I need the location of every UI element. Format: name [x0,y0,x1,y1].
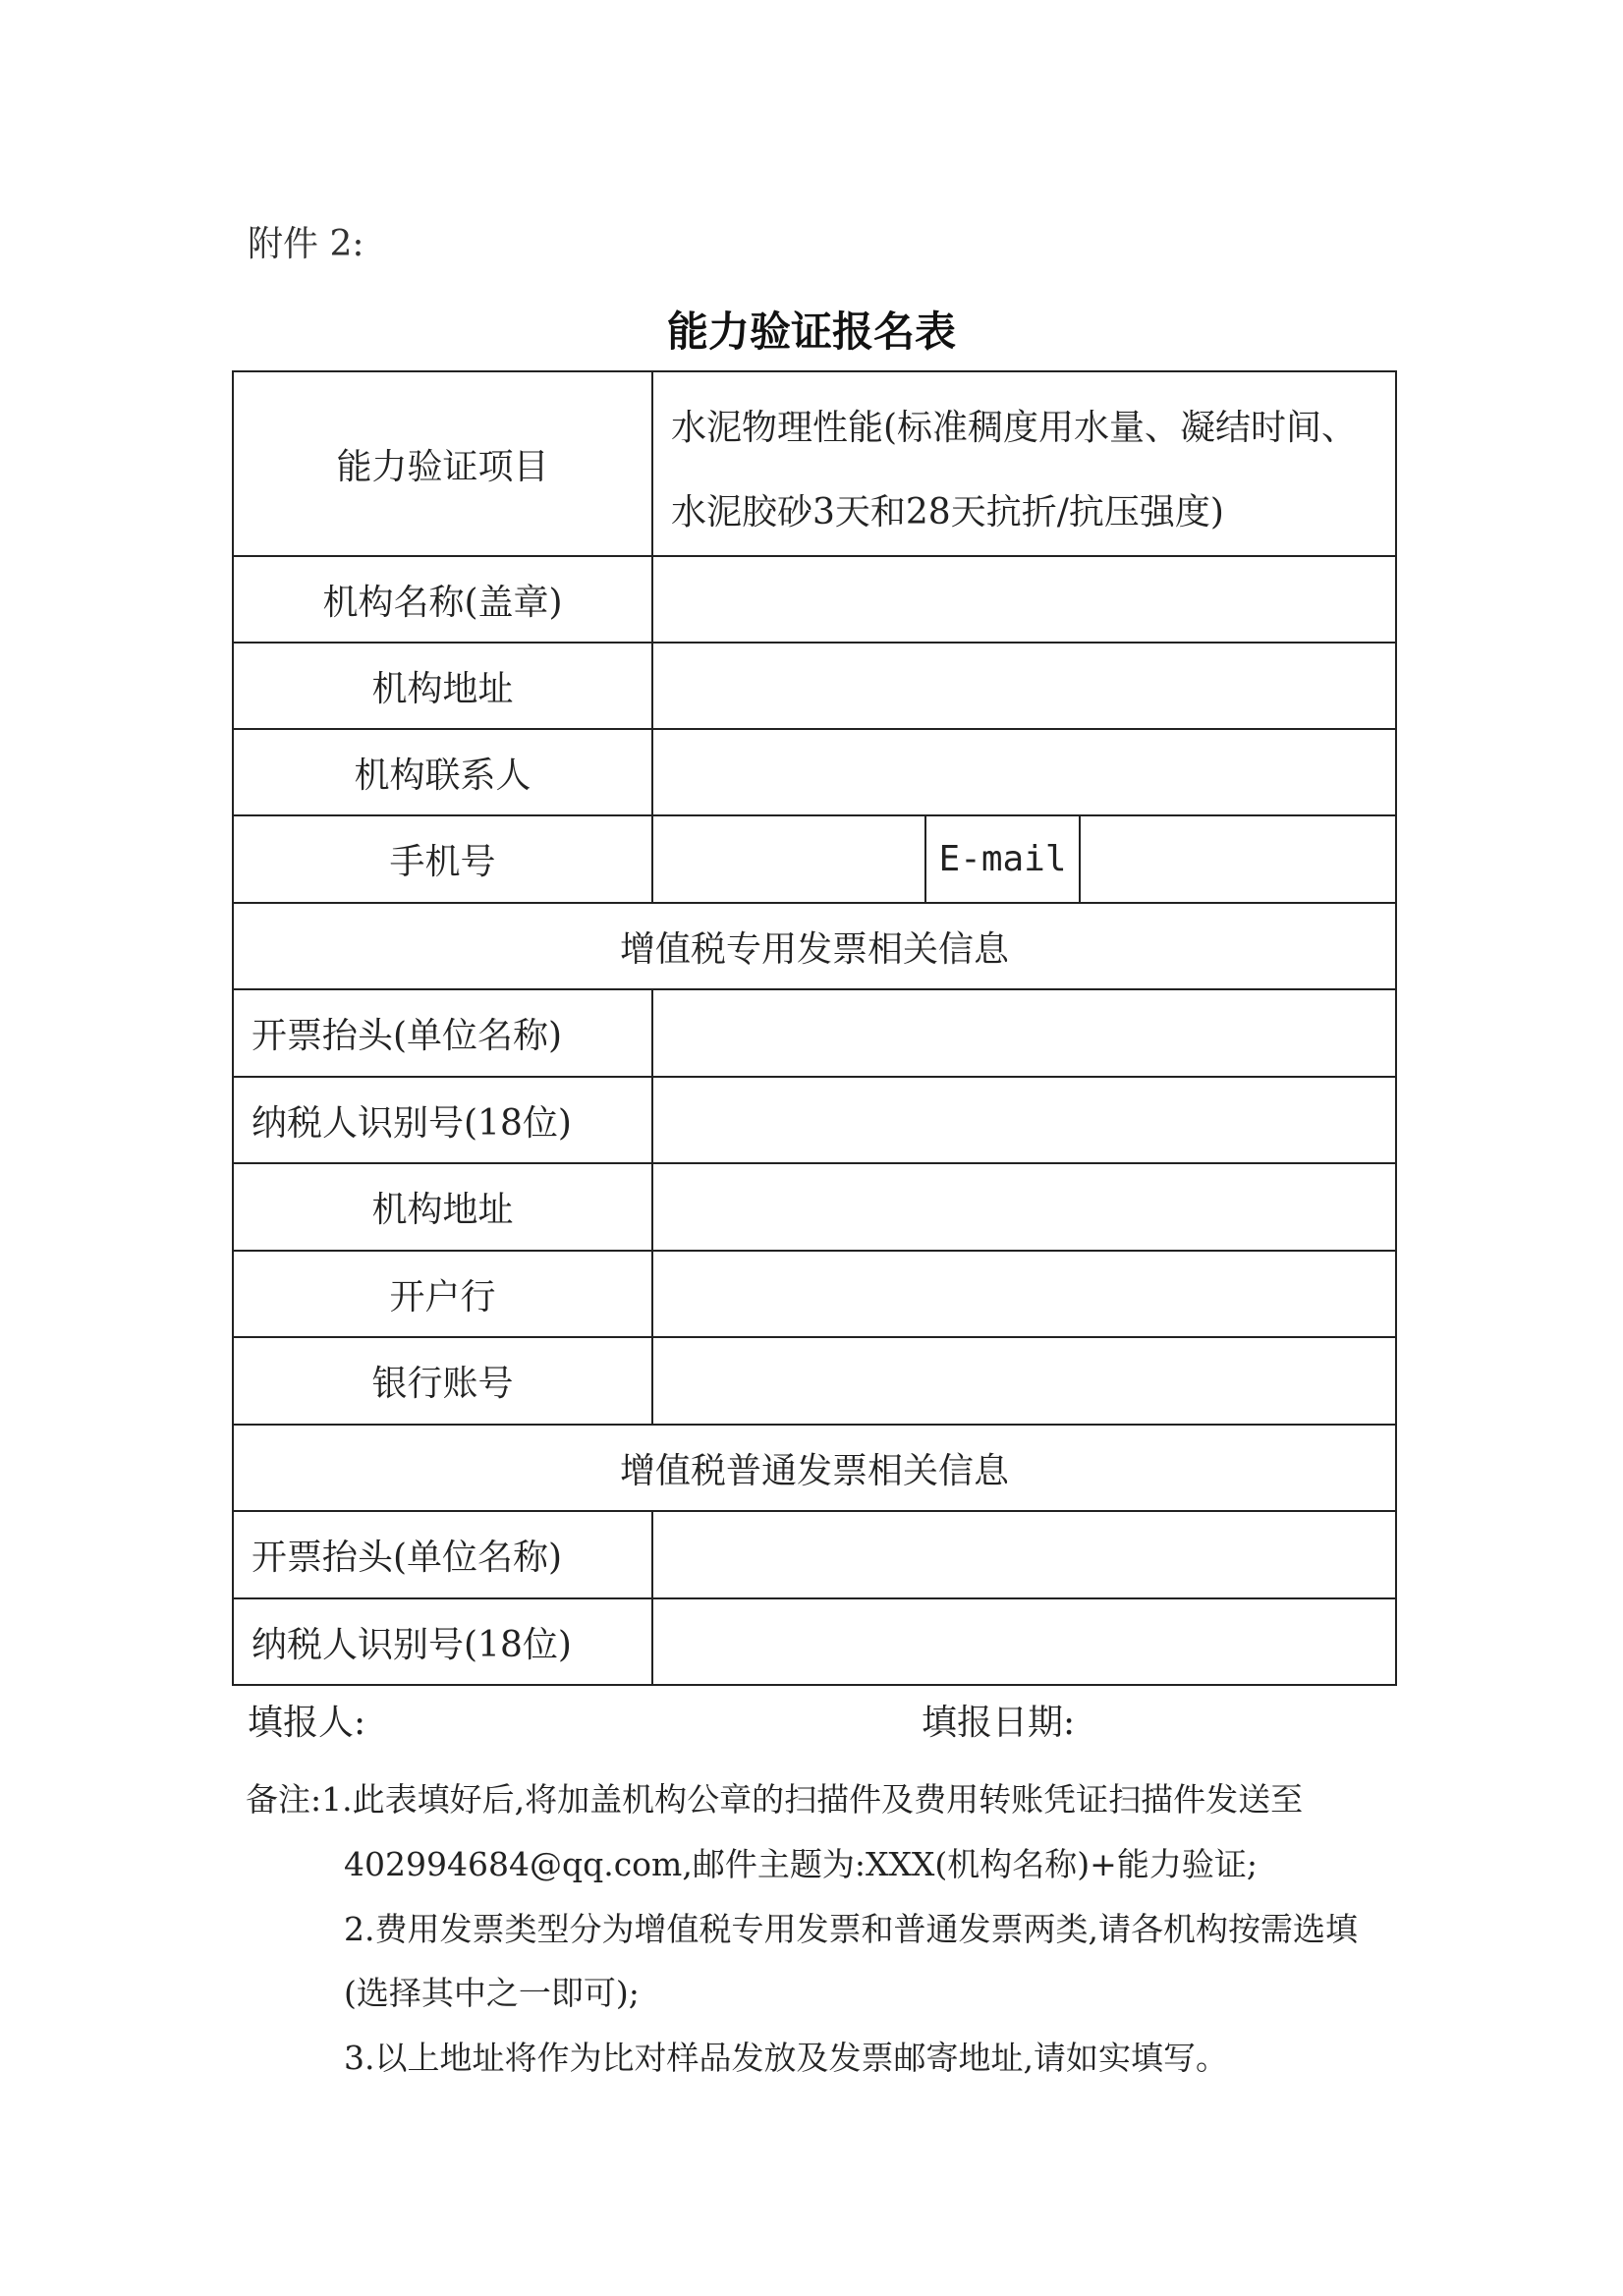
bank-account-field[interactable] [652,1337,1396,1425]
table-row [233,556,1396,643]
special-invoice-taxid-label: 纳税人识别号(18位) [233,1077,652,1163]
table-row [233,729,1396,815]
institution-address-field[interactable] [652,643,1396,729]
note-line-5: 3.以上地址将作为比对样品发放及发票邮寄地址,请如实填写。 [344,2039,1228,2077]
fill-date-label: 填报日期: [922,1703,1076,1743]
project-value [652,371,1396,556]
registration-form-table [232,370,1397,1686]
page-title: 能力验证报名表 [666,308,956,356]
note-line-2: 402994684@qq.com,邮件主题为:XXX(机构名称)+能力验证; [344,1845,1258,1883]
special-invoice-section-header: 增值税专用发票相关信息 [233,903,1396,989]
phone-field[interactable] [652,815,925,903]
special-invoice-address-label: 机构地址 [233,1163,652,1251]
special-invoice-address-field[interactable] [652,1163,1396,1251]
table-row [233,1511,1396,1598]
table-row [233,1163,1396,1251]
contact-field[interactable] [652,729,1396,815]
general-invoice-taxid-field[interactable] [652,1598,1396,1685]
attachment-label: 附件 2: [248,224,364,264]
institution-name-label: 机构名称(盖章) [233,556,652,643]
general-invoice-title-label: 开票抬头(单位名称) [233,1511,652,1598]
table-row [233,903,1396,989]
bank-account-label: 银行账号 [233,1337,652,1425]
project-value-line-1: 水泥物理性能(标准稠度用水量、凝结时间、 [671,408,1358,448]
general-invoice-taxid-label: 纳税人识别号(18位) [233,1598,652,1685]
table-row [233,815,1396,903]
bank-label: 开户行 [233,1251,652,1337]
institution-address-label: 机构地址 [233,643,652,729]
table-row [233,1598,1396,1685]
table-row [233,1425,1396,1511]
note-line-4: (选择其中之一即可); [344,1974,640,2012]
bank-field[interactable] [652,1251,1396,1337]
table-row [233,1077,1396,1163]
note-line-1: 备注:1.此表填好后,将加盖机构公章的扫描件及费用转账凭证扫描件发送至 [246,1780,1304,1819]
general-invoice-section-header: 增值税普通发票相关信息 [233,1425,1396,1511]
general-invoice-title-field[interactable] [652,1511,1396,1598]
email-label: E-mail [925,815,1080,903]
note-line-3: 2.费用发票类型分为增值税专用发票和普通发票两类,请各机构按需选填 [344,1910,1358,1948]
special-invoice-title-field[interactable] [652,989,1396,1077]
table-row [233,1251,1396,1337]
filler-label: 填报人: [248,1703,366,1743]
table-row [233,1337,1396,1425]
institution-name-field[interactable] [652,556,1396,643]
table-row [233,643,1396,729]
project-label: 能力验证项目 [233,371,652,556]
email-field[interactable] [1080,815,1396,903]
contact-label: 机构联系人 [233,729,652,815]
table-row [233,989,1396,1077]
special-invoice-title-label: 开票抬头(单位名称) [233,989,652,1077]
phone-label: 手机号 [233,815,652,903]
project-value-line-2: 水泥胶砂3天和28天抗折/抗压强度) [671,492,1224,532]
special-invoice-taxid-field[interactable] [652,1077,1396,1163]
table-row [233,371,1396,556]
